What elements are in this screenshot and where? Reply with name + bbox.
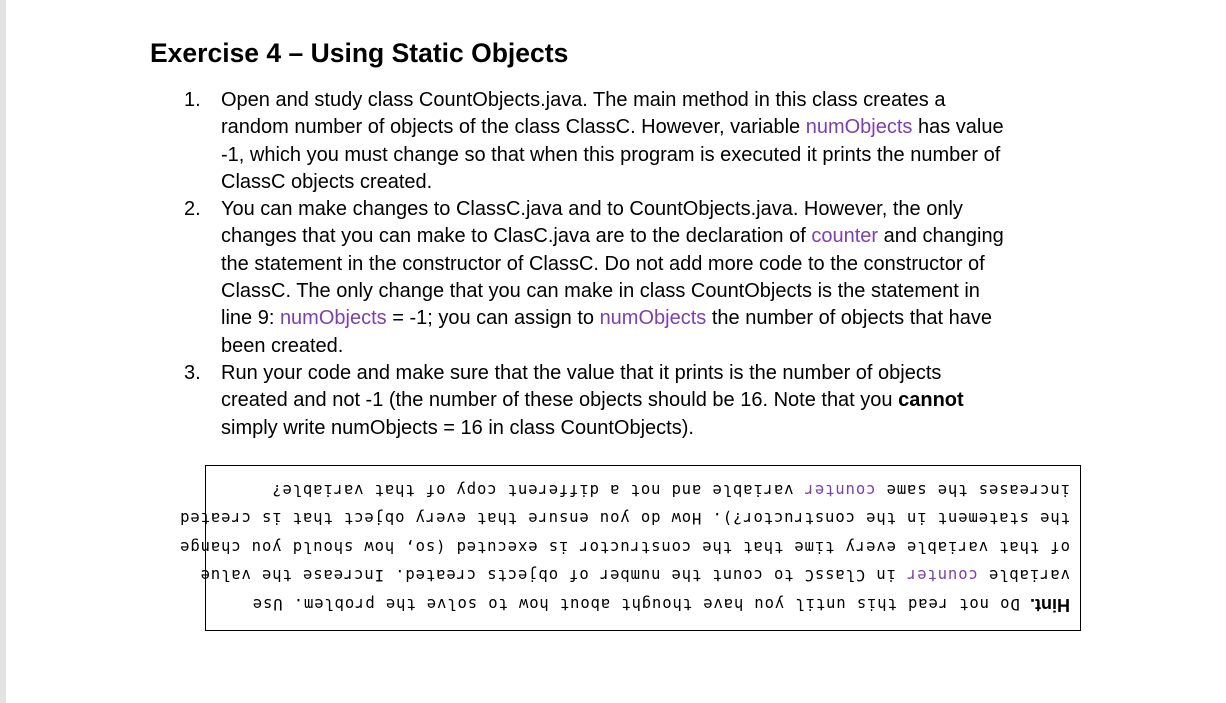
text-segment: Run your code and make sure that the value that it prints is the number of objects [221,361,942,384]
step-number: 1. [184,89,201,111]
code-identifier: counter [906,566,978,585]
step-item [184,87,1094,196]
step-line [221,142,1094,169]
step-line [221,305,1094,332]
text-segment: has value [912,116,1004,139]
code-identifier: counter [803,481,876,499]
code-identifier: counter [811,225,879,248]
step-line [221,333,1094,360]
hint-text [179,476,1070,620]
step-line [221,387,1094,414]
text-segment: and changing [878,225,1004,248]
hint-label: Hint. [1030,595,1070,615]
step-line [221,169,1094,196]
step-line [221,251,1094,278]
text-segment: the statement in the constructor of ClassC. Do not add more code to the constructor of [221,252,985,275]
left-gutter [0,0,6,703]
hint-line [179,533,1070,562]
text-segment: You can make changes to ClassC.java and to CountObjects.java. However, the only [221,198,963,221]
text-segment: ClassC. The only change that you can make in class CountObjects is the statement in [221,280,980,303]
emphasis-text: cannot [898,389,964,412]
step-line [221,415,1094,442]
text-segment: changes that you can make to ClasC.java are to the declaration of [221,225,812,248]
step-item [184,360,1094,442]
hint-box [179,465,1081,631]
code-identifier: numObjects [279,307,387,330]
text-segment: = -1; you can assign to [386,307,600,330]
hint-rotated-content [179,466,1080,630]
step-number: 3. [184,361,201,384]
code-identifier: numObjects [805,116,913,139]
text-segment: the statement in the constructor?). How do you ensure that every object that is created [179,509,1070,528]
text-segment: line 9: [221,307,280,330]
text-segment: increases the same [875,481,1070,499]
code-identifier: numObjects [599,307,707,330]
hint-line [179,504,1070,533]
text-segment: created and not -1 (the number of these objects should be 16. Note that you [221,389,899,412]
hint-line [179,561,1070,590]
text-segment: variable [977,566,1070,585]
step-line [221,196,1094,223]
text-segment: Open and study class CountObjects.java. The main method in this class creates a [221,89,946,111]
step-line [221,87,1094,114]
step-number: 2. [184,198,201,221]
step-line [221,223,1094,250]
step-line [221,114,1094,141]
page-title: Exercise 4 – Using Static Objects [150,38,569,68]
text-segment: -1, which you must change so that when this program is executed it prints the number of [221,143,1001,166]
text-segment: the number of objects that have [706,307,993,330]
hint-line [179,590,1070,620]
instruction-steps [184,87,1094,442]
text-segment: random number of objects of the class ClassC. However, variable [221,116,806,139]
text-segment: ClassC objects created. [221,170,433,193]
step-item [184,196,1094,360]
step-line [221,278,1094,305]
text-segment: been created. [221,334,344,357]
text-segment: variable and not a different copy of that variable? [271,481,804,499]
step-line [221,360,1094,387]
text-segment: Do not read this until you have thought about how to solve the problem. Use [251,595,1030,613]
text-segment: of that variable every time that the constructor is executed (so, how should you change [179,538,1070,556]
text-segment: simply write numObjects = 16 in class CountObjects). [221,416,694,439]
text-segment: in ClassC to count the number of objects created. Increase the value [199,566,907,585]
hint-line [179,476,1070,505]
